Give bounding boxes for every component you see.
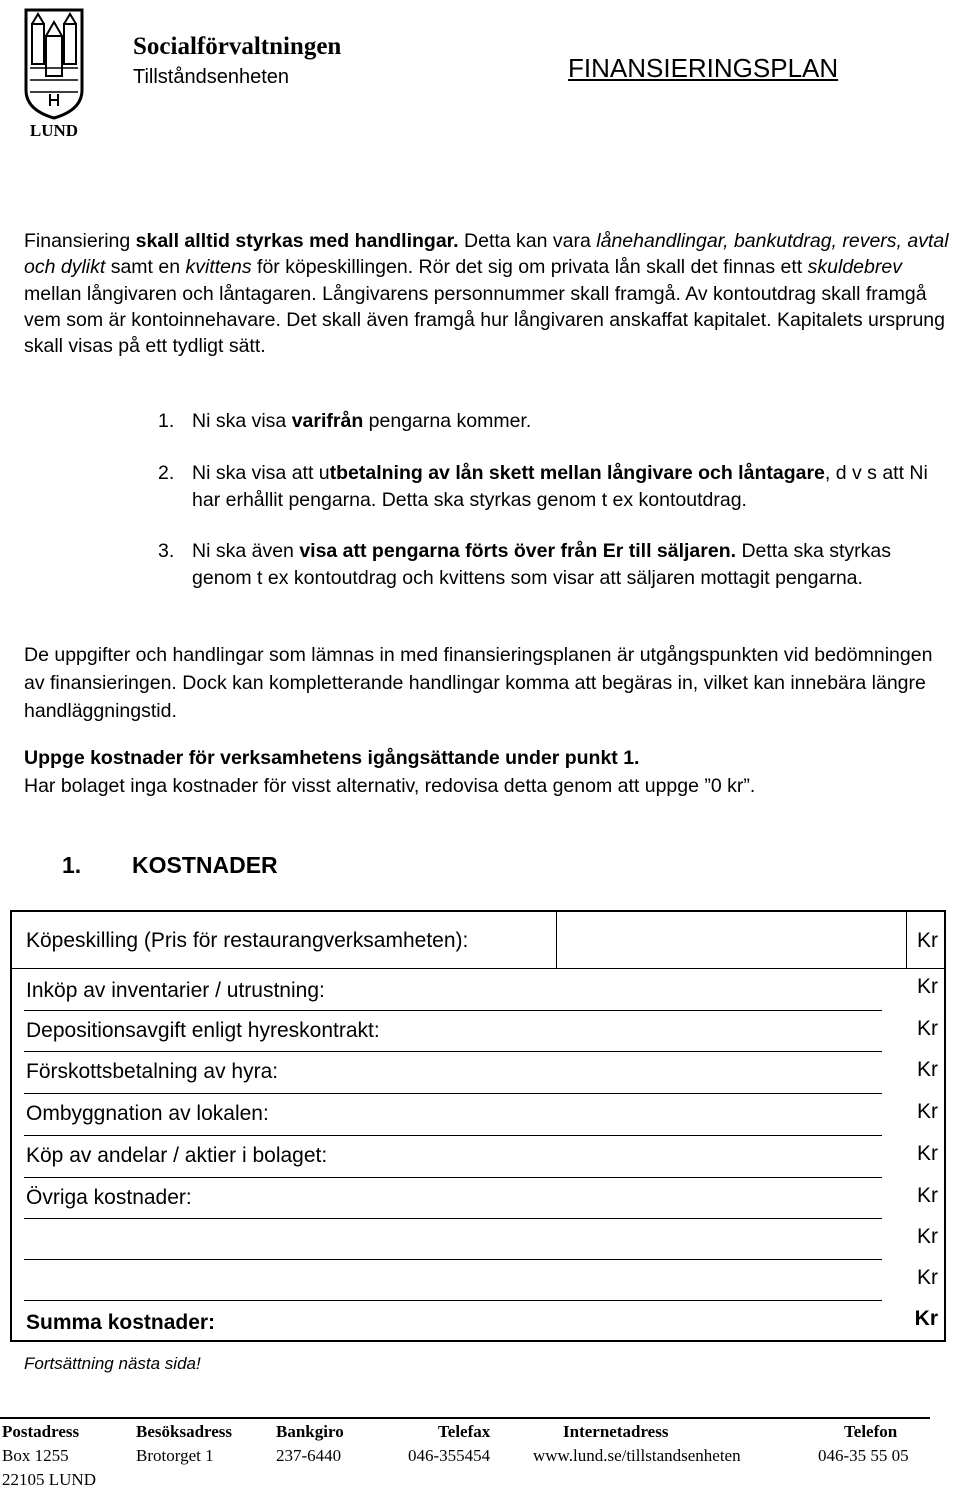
- input-line[interactable]: [24, 1135, 882, 1136]
- footer-column: [136, 1420, 232, 1468]
- footer-heading: Postadress: [2, 1422, 80, 1441]
- column-divider: [556, 912, 557, 968]
- coat-of-arms-icon: [22, 6, 86, 140]
- input-line[interactable]: [24, 1051, 882, 1052]
- intro-text: Finansiering: [24, 230, 136, 252]
- footer-heading: Telefax: [438, 1422, 491, 1441]
- input-line[interactable]: [24, 1300, 882, 1301]
- footer-value: Brotorget 1: [136, 1446, 214, 1465]
- column-divider: [906, 912, 907, 968]
- input-line[interactable]: [24, 1259, 882, 1260]
- cost-row-label: Köp av andelar / aktier i bolaget:: [26, 1144, 328, 1167]
- footer-value: Box 1255: [2, 1446, 69, 1465]
- section-heading: [62, 850, 278, 880]
- intro-italic: kvittens: [185, 256, 252, 279]
- cost-row-label: Depositionsavgift enligt hyreskontrakt:: [26, 1019, 380, 1042]
- city-coat-of-arms-logo: [22, 6, 86, 140]
- section-number: 1.: [62, 852, 82, 878]
- cost-row-label: Förskottsbetalning av hyra:: [26, 1060, 279, 1083]
- cost-row-currency: Kr: [917, 1266, 938, 1289]
- footer-value: 046-35 55 05: [818, 1446, 909, 1465]
- footer-column: [2, 1420, 96, 1492]
- list-number: 2.: [158, 462, 175, 484]
- list-text: Ni ska visa att utbetalning av lån skett mellan långivare och låntagare, d v s att Ni har erhållit pengarna. Detta ska styrkas genom t ex kontoutdrag.: [192, 462, 928, 511]
- cost-row-currency: Kr: [917, 1100, 938, 1123]
- list-text: Ni ska även visa att pengarna förts över från Er till säljaren. Detta ska styrkas genom t ex kontoutdrag och kvittens som visar att säljaren mottagit pengarna.: [192, 540, 892, 589]
- list-text: Ni ska visa varifrån pengarna kommer.: [192, 410, 532, 432]
- cost-row-currency: Kr: [917, 929, 938, 952]
- info-paragraph: De uppgifter och handlingar som lämnas in med finansieringsplanen är utgångspunkten vid bedömningen av finansieringen. Dock kan kompletterande handlingar komma att begäras in, vilket kan innebära längre handläggningstid.: [24, 644, 933, 722]
- footer-heading: Internetadress: [563, 1422, 669, 1441]
- footer-value: 046-355454: [408, 1446, 491, 1465]
- cost-row-currency: Kr: [917, 1058, 938, 1081]
- total-currency: Kr: [914, 1307, 938, 1330]
- footer-rule: [0, 1417, 930, 1419]
- cost-row-label: Övriga kostnader:: [26, 1186, 192, 1209]
- cost-row-currency: Kr: [917, 1184, 938, 1207]
- input-line[interactable]: [24, 1218, 882, 1219]
- intro-paragraph: [24, 228, 954, 359]
- intro-text: för köpeskillingen. Rör det sig om privata lån skall det finnas ett: [251, 256, 808, 279]
- cost-row-label: Ombyggnation av lokalen:: [26, 1102, 269, 1125]
- intro-text: mellan långivaren och låntagaren. Långivarens personnummer skall framgå. Av kontoutdrag skall framgå vem som är kontoinnehavare. Det skall även framgå hur långivaren anskaffat kapitalet. Kapitalets ursprung skall visas på ett tydligt sätt.: [24, 282, 945, 358]
- total-label: Summa kostnader:: [26, 1311, 216, 1334]
- instruction-text: Har bolaget inga kostnader för visst alternativ, redovisa detta genom att uppge ”0 kr”.: [24, 775, 756, 797]
- intro-italic: skuldebrev: [807, 256, 902, 279]
- intro-text: samt en: [105, 256, 186, 279]
- footer-column: [533, 1420, 741, 1468]
- footer-heading: Bankgiro: [276, 1422, 344, 1441]
- intro-italic: lånehandlingar, bankutdrag, revers, avtal och dylikt: [24, 230, 949, 279]
- footer-column: [408, 1420, 490, 1468]
- footer-heading: Telefon: [844, 1422, 898, 1441]
- instruction-paragraph: [24, 744, 954, 800]
- input-line[interactable]: [24, 1010, 882, 1011]
- footer-link[interactable]: www.lund.se/tillstandsenheten: [533, 1446, 741, 1465]
- section-title: KOSTNADER: [132, 852, 278, 878]
- input-line[interactable]: [24, 1093, 882, 1094]
- cost-row-currency: Kr: [917, 1142, 938, 1165]
- instruction-heading: Uppge kostnader för verksamhetens igångsättande under punkt 1.: [24, 747, 640, 769]
- list-number: 3.: [158, 540, 175, 562]
- row-divider: [12, 968, 944, 969]
- organization-unit: Tillståndsenheten: [133, 66, 290, 88]
- footer-column: [276, 1420, 344, 1468]
- organization-name: Socialförvaltningen: [133, 33, 342, 60]
- cost-row-currency: Kr: [917, 1225, 938, 1248]
- footer-heading: Besöksadress: [136, 1422, 233, 1441]
- document-title: FINANSIERINGSPLAN: [568, 53, 839, 83]
- cost-row-currency: Kr: [917, 1017, 938, 1040]
- intro-text: Detta kan vara: [458, 230, 597, 252]
- intro-emphasis: skall alltid styrkas med handlingar.: [135, 230, 459, 252]
- continuation-note: Fortsättning nästa sida!: [24, 1354, 201, 1373]
- cost-table: [10, 910, 946, 1342]
- svg-text:LUND: LUND: [29, 121, 79, 140]
- cost-row-label: Köpeskilling (Pris för restaurangverksamheten):: [26, 929, 469, 952]
- footer-value: 237-6440: [276, 1446, 342, 1465]
- footer-value: 22105 LUND: [2, 1470, 96, 1489]
- input-line[interactable]: [24, 1177, 882, 1178]
- cost-row-label: Inköp av inventarier / utrustning:: [26, 979, 325, 1002]
- cost-row-currency: Kr: [917, 975, 938, 998]
- list-number: 1.: [158, 410, 175, 432]
- footer-column: [818, 1420, 909, 1468]
